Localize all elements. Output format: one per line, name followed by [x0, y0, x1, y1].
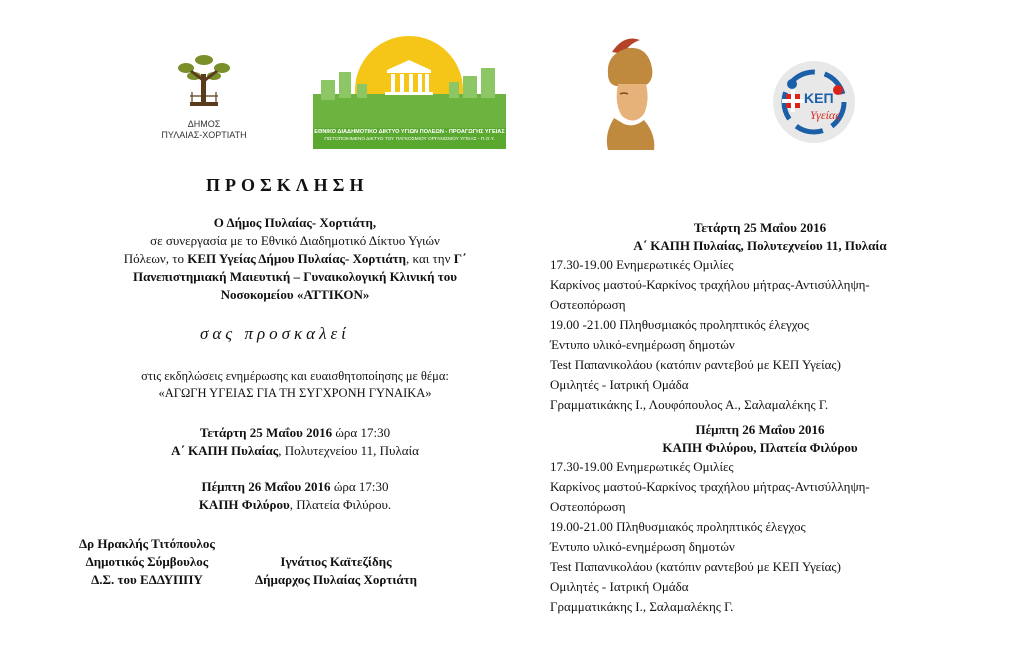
intro-line-2: σε συνεργασία με το Εθνικό Διαδημοτικό Δίκτυο Υγιών: [150, 233, 440, 248]
left-event-1-date: [45, 424, 545, 442]
left-event-2-date-bold: Πέμπτη 26 Μαΐου 2016: [201, 479, 331, 494]
signature-councillor-name: Δρ Ηρακλής Τιτόπουλος: [79, 536, 215, 551]
healthy-cities-network-logo: [313, 32, 506, 149]
left-event-2-time: ώρα 17:30: [330, 479, 389, 494]
left-event-1: [45, 424, 545, 460]
kep-health-logo: [772, 60, 856, 144]
signature-councillor: [79, 535, 215, 589]
left-event-2: [45, 478, 545, 514]
right-event-2-date: Πέμπτη 26 Μαΐου 2016: [695, 422, 825, 437]
left-event-1-date-bold: Τετάρτη 25 Μαΐου 2016: [199, 425, 333, 440]
right-event-1-line: 17.30-19.00 Ενημερωτικές Ομιλίες: [550, 257, 734, 272]
right-event-1-line: Ομιλητές - Ιατρική Ομάδα: [550, 377, 689, 392]
right-event-1-line: Γραμματικάκης Ι., Λουφόπουλος Α., Σαλαμαλέκης Γ.: [550, 397, 829, 412]
municipality-logo-line1: ΔΗΜΟΣ: [187, 119, 221, 129]
signature-mayor-name: Ιγνάτιος Καϊτεζίδης: [280, 554, 392, 569]
right-event-2: [550, 421, 970, 617]
right-event-1-line: Καρκίνος μαστού-Καρκίνος τραχήλου μήτρας-Αντισύλληψη-: [550, 277, 870, 292]
intro-line-1: [45, 214, 545, 232]
right-event-1: [550, 219, 970, 415]
left-event-2-place: [45, 496, 545, 514]
right-event-2-line: Καρκίνος μαστού-Καρκίνος τραχήλου μήτρας-Αντισύλληψη-: [550, 479, 870, 494]
intro-line-4: Πανεπιστημιακή Μαιευτική – Γυναικολογική Κλινική του: [132, 269, 458, 284]
left-event-2-address: , Πλατεία Φιλύρου.: [289, 497, 392, 512]
right-event-2-line: 17.30-19.00 Ενημερωτικές Ομιλίες: [550, 459, 734, 474]
theme-line-2: «ΑΓΩΓΗ ΥΓΕΙΑΣ ΓΙΑ ΤΗ ΣΥΓΧΡΟΝΗ ΓΥΝΑΙΚΑ»: [158, 386, 432, 400]
athena-logo: [594, 34, 664, 152]
right-event-2-place: ΚΑΠΗ Φιλύρου, Πλατεία Φιλύρου: [662, 440, 858, 455]
intro-line-3-d: Γ΄: [453, 251, 467, 266]
left-event-1-time: ώρα 17:30: [332, 425, 391, 440]
athena-head-icon: [594, 34, 664, 152]
municipality-logo-line2: ΠΥΛΑΙΑΣ-ΧΟΡΤΙΑΤΗ: [161, 130, 247, 140]
right-event-2-line: Έντυπο υλικό-ενημέρωση δημοτών: [550, 539, 735, 554]
municipality-logo: [160, 50, 248, 145]
network-logo-text: [313, 128, 506, 143]
left-event-2-place-bold: ΚΑΠΗ Φιλύρου: [198, 497, 290, 512]
left-event-1-place-bold: Α΄ ΚΑΠΗ Πυλαίας: [171, 443, 279, 458]
right-event-1-line: Οστεοπόρωση: [550, 297, 626, 312]
right-event-1-line: Test Παπανικολάου (κατόπιν ραντεβού με ΚΕΠ Υγείας): [550, 357, 841, 372]
intro-line-5: Νοσοκομείου «ΑΤΤΙΚΟΝ»: [220, 287, 370, 302]
signature-mayor: [255, 553, 417, 589]
invites-heading: σας προσκαλεί: [200, 324, 350, 343]
right-event-2-line: Γραμματικάκης Ι., Σαλαμαλέκης Γ.: [550, 599, 734, 614]
intro-paragraph: [45, 214, 545, 304]
page-title: ΠΡΟΣΚΛΗΣΗ: [206, 175, 369, 195]
right-event-2-line: Οστεοπόρωση: [550, 499, 626, 514]
right-event-1-line: Έντυπο υλικό-ενημέρωση δημοτών: [550, 337, 735, 352]
right-event-2-line: Test Παπανικολάου (κατόπιν ραντεβού με ΚΕΠ Υγείας): [550, 559, 841, 574]
right-event-2-line: Ομιλητές - Ιατρική Ομάδα: [550, 579, 689, 594]
signature-councillor-org: Δ.Σ. του ΕΔΔΥΠΠΥ: [91, 572, 203, 587]
signature-councillor-role: Δημοτικός Σύμβουλος: [85, 554, 209, 569]
signature-mayor-role: Δήμαρχος Πυλαίας Χορτιάτη: [255, 572, 417, 587]
intro-line-3: [45, 250, 545, 268]
tree-icon: [160, 50, 248, 114]
right-event-1-line: 19.00 -21.00 Πληθυσμιακός προληπτικός έλεγχος: [550, 317, 809, 332]
left-event-1-place: [45, 442, 545, 460]
intro-line-3-b: ΚΕΠ Υγείας Δήμου Πυλαίας- Χορτιάτη: [187, 251, 407, 266]
intro-line-3-a: Πόλεων, το: [123, 251, 188, 266]
kep-logo-text: ΚΕΠ: [804, 90, 834, 106]
intro-line-3-c: , και την: [406, 251, 454, 266]
left-event-2-date: [45, 478, 545, 496]
right-event-2-line: 19.00-21.00 Πληθυσμιακός προληπτικός έλεγχος: [550, 519, 806, 534]
network-logo-line2: ΠΙΣΤΟΠΟΙΗΜΕΝΟ ΔΙΚΤΥΟ ΤΟΥ ΠΑΓΚΟΣΜΙΟΥ ΟΡΓΑΝΙΣΜΟΥ ΥΓΕΙΑΣ - Π.Ο.Υ.: [324, 137, 495, 142]
intro-municipality: Ο Δήμος Πυλαίας- Χορτιάτη,: [213, 215, 377, 230]
network-logo-line1: ΕΘΝΙΚΟ ΔΙΑΔΗΜΟΤΙΚΟ ΔΙΚΤΥΟ ΥΓΙΩΝ ΠΟΛΕΩΝ - ΠΡΟΑΓΩΓΗΣ ΥΓΕΙΑΣ: [314, 129, 505, 135]
right-event-1-date: Τετάρτη 25 Μαΐου 2016: [693, 220, 827, 235]
kep-logo-script: Υγείας: [810, 108, 841, 122]
left-event-1-address: , Πολυτεχνείου 11, Πυλαία: [278, 443, 419, 458]
right-event-1-place: Α΄ ΚΑΠΗ Πυλαίας, Πολυτεχνείου 11, Πυλαία: [633, 238, 887, 253]
theme-line-1: στις εκδηλώσεις ενημέρωσης και ευαισθητοποίησης με θέμα:: [141, 369, 449, 383]
theme-paragraph: [45, 368, 545, 402]
